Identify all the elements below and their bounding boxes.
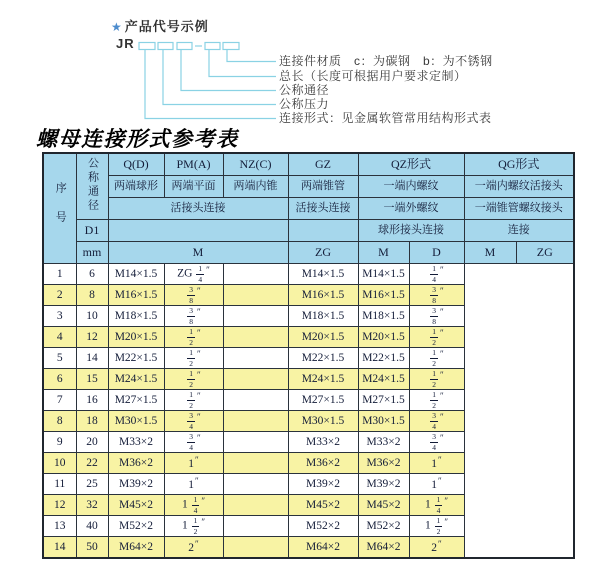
header-row-3: [43, 198, 574, 220]
table-title: 螺母连接形式参考表: [36, 126, 239, 151]
table-row: [43, 390, 574, 411]
cell-qz_d: M20×1.5: [288, 327, 358, 348]
header-qg-m: M: [464, 242, 516, 264]
header-row-4: [43, 220, 574, 242]
cell-no: 12: [43, 495, 76, 516]
header-d1: D1: [76, 220, 108, 242]
cell-qz_m: [223, 516, 288, 537]
header-mm: mm: [76, 242, 108, 264]
cell-qz_m: [223, 306, 288, 327]
cell-gz: [164, 432, 223, 453]
cell-dn: 12: [76, 327, 108, 348]
connector-line-length: [209, 50, 276, 77]
cell-dn: 20: [76, 432, 108, 453]
header-pm: PM(A): [164, 153, 223, 176]
code-box-1: [139, 43, 155, 50]
cell-qg_zg: [409, 327, 464, 348]
header-qg-zg: ZG: [516, 242, 574, 264]
cell-gz: 1 $\frac{1}{2}$ ″: [164, 516, 223, 537]
header-dn: [76, 153, 108, 220]
code-box-4: [205, 43, 220, 50]
cell-qz_d: M45×2: [288, 495, 358, 516]
cell-no: 5: [43, 348, 76, 369]
cell-m: M45×2: [108, 495, 164, 516]
header-qg-desc1: 一端内螺纹活接头: [464, 176, 574, 198]
cell-gz: 1″: [164, 453, 223, 474]
cell-qg_m: M33×2: [358, 432, 409, 453]
label-form: 连接形式：见金属软管常用结构形式表: [279, 111, 492, 125]
connector-line-material: [227, 50, 276, 62]
table-row: [43, 369, 574, 390]
fraction: $\frac{1}{2}$: [432, 390, 436, 410]
connector-line-diameter: [181, 50, 276, 91]
cell-no: 13: [43, 516, 76, 537]
cell-gz: 1 $\frac{1}{4}$ ″: [164, 495, 223, 516]
inch-mark: ″: [438, 454, 442, 465]
cell-no: 10: [43, 453, 76, 474]
header-row-2: [43, 176, 574, 198]
header-row-1: [43, 153, 574, 176]
cell-qg_zg: 2″: [409, 537, 464, 559]
cell-qz_m: [223, 348, 288, 369]
fraction: $\frac{1}{2}$: [189, 369, 193, 389]
cell-qz_d: M52×2: [288, 516, 358, 537]
cell-qg_zg: 1 $\frac{1}{4}$ ″: [409, 495, 464, 516]
cell-qg_zg: [409, 264, 464, 285]
inch-mark: ″: [440, 348, 444, 359]
cell-dn: 22: [76, 453, 108, 474]
header-m: M: [108, 242, 288, 264]
header-nz-desc: 两端内锥: [223, 176, 288, 198]
cell-m: M30×1.5: [108, 411, 164, 432]
cell-qz_m: [223, 369, 288, 390]
cell-qg_m: M39×2: [358, 474, 409, 495]
cell-m: M52×2: [108, 516, 164, 537]
cell-qz_m: [223, 474, 288, 495]
cell-dn: 15: [76, 369, 108, 390]
fraction: $\frac{1}{4}$: [436, 495, 441, 515]
table-row: [43, 432, 574, 453]
inch-mark: ″: [197, 327, 201, 338]
fraction: $\frac{3}{8}$: [432, 285, 436, 305]
inch-mark: ″: [195, 454, 199, 465]
label-length: 总长（长度可根据用户要求定制）: [279, 69, 467, 83]
cell-qg_m: M36×2: [358, 453, 409, 474]
header-zg: ZG: [288, 242, 358, 264]
cell-m: M27×1.5: [108, 390, 164, 411]
cell-qg_m: M22×1.5: [358, 348, 409, 369]
cell-qz_d: M24×1.5: [288, 369, 358, 390]
inch-mark: ″: [440, 390, 444, 401]
inch-mark: ″: [197, 285, 201, 296]
cell-m: M16×1.5: [108, 285, 164, 306]
header-gz-conn: 活接头连接: [288, 198, 358, 220]
code-box-5: [223, 43, 239, 50]
cell-gz: [164, 306, 223, 327]
cell-gz: [164, 411, 223, 432]
cell-gz: [164, 285, 223, 306]
cell-no: 4: [43, 327, 76, 348]
cell-no: 2: [43, 285, 76, 306]
code-box-2: [158, 43, 173, 50]
connector-line-form: [145, 50, 276, 119]
cell-no: 8: [43, 411, 76, 432]
cell-qg_m: M52×2: [358, 516, 409, 537]
table-row: [43, 327, 574, 348]
header-qz-m: M: [358, 242, 409, 264]
cell-qz_d: M30×1.5: [288, 411, 358, 432]
cell-qg_m: M45×2: [358, 495, 409, 516]
cell-qg_m: M16×1.5: [358, 285, 409, 306]
fraction: $\frac{1}{2}$: [432, 327, 436, 347]
cell-qz_m: [223, 411, 288, 432]
cell-qg_m: M14×1.5: [358, 264, 409, 285]
inch-mark: ″: [440, 306, 444, 317]
cell-m: M64×2: [108, 537, 164, 559]
header-qg: QG形式: [464, 153, 574, 176]
fraction: $\frac{1}{4}$: [198, 264, 203, 284]
reference-table: [42, 152, 575, 559]
cell-no: 14: [43, 537, 76, 559]
cell-qg_zg: 1 $\frac{1}{2}$ ″: [409, 516, 464, 537]
header-gz: GZ: [288, 153, 358, 176]
cell-qz_d: M22×1.5: [288, 348, 358, 369]
cell-gz: [164, 390, 223, 411]
label-diameter: 公称通径: [279, 83, 330, 97]
cell-qg_m: M27×1.5: [358, 390, 409, 411]
cell-no: 7: [43, 390, 76, 411]
cell-qz_d: M36×2: [288, 453, 358, 474]
cell-qz_d: M27×1.5: [288, 390, 358, 411]
code-prefix: JR: [116, 36, 135, 51]
cell-m: M22×1.5: [108, 348, 164, 369]
inch-mark: ″: [440, 327, 444, 338]
cell-qz_d: M39×2: [288, 474, 358, 495]
header-q: Q(D): [108, 153, 164, 176]
cell-dn: 50: [76, 537, 108, 559]
cell-dn: 18: [76, 411, 108, 432]
header-dn-text: 公称通径: [86, 156, 99, 213]
cell-m: M18×1.5: [108, 306, 164, 327]
cell-dn: 6: [76, 264, 108, 285]
label-pressure: 公称压力: [279, 97, 330, 111]
cell-dn: 16: [76, 390, 108, 411]
fraction: $\frac{1}{2}$: [436, 516, 441, 536]
fraction: $\frac{3}{4}$: [189, 432, 193, 452]
inch-mark: ″: [195, 475, 199, 486]
inch-mark: ″: [195, 538, 199, 549]
inch-mark: ″: [197, 348, 201, 359]
cell-qz_d: M18×1.5: [288, 306, 358, 327]
cell-no: 11: [43, 474, 76, 495]
cell-gz: ZG $\frac{1}{4}$ ″: [164, 264, 223, 285]
inch-mark: ″: [444, 516, 449, 527]
cell-gz: 2″: [164, 537, 223, 559]
code-box-3: [177, 43, 192, 50]
cell-qg_zg: [409, 390, 464, 411]
table-row: [43, 516, 574, 537]
cell-qg_m: M24×1.5: [358, 369, 409, 390]
fraction: $\frac{1}{4}$: [193, 495, 198, 515]
cell-no: 9: [43, 432, 76, 453]
cell-qz_m: [223, 537, 288, 559]
inch-mark: ″: [440, 264, 444, 275]
cell-gz: [164, 327, 223, 348]
cell-qz_m: [223, 390, 288, 411]
cell-qg_zg: [409, 348, 464, 369]
cell-qg_m: M20×1.5: [358, 327, 409, 348]
header-qg-desc2: 一端锥管螺纹接头: [464, 198, 574, 220]
cell-qz_m: [223, 453, 288, 474]
header-empty-1: [108, 220, 288, 242]
cell-m: M39×2: [108, 474, 164, 495]
table-row: [43, 474, 574, 495]
cell-qg_zg: [409, 432, 464, 453]
cell-qz_m: [223, 327, 288, 348]
cell-qg_zg: [409, 306, 464, 327]
inch-mark: ″: [440, 411, 444, 422]
cell-no: 3: [43, 306, 76, 327]
fraction: $\frac{1}{2}$: [189, 327, 193, 347]
fraction: $\frac{1}{2}$: [189, 390, 193, 410]
table-row: [43, 453, 574, 474]
cell-qg_zg: [409, 369, 464, 390]
cell-dn: 40: [76, 516, 108, 537]
header-qg-conn: 连接: [464, 220, 574, 242]
table-row: [43, 537, 574, 559]
cell-no: 6: [43, 369, 76, 390]
star-icon: ★: [111, 20, 123, 34]
inch-mark: ″: [197, 390, 201, 401]
cell-qg_zg: [409, 285, 464, 306]
header-qz: QZ形式: [358, 153, 464, 176]
cell-dn: 10: [76, 306, 108, 327]
label-material: 连接件材质 c：为碳钢 b：为不锈钢: [279, 54, 493, 68]
header-qz-desc2: 一端外螺纹: [358, 198, 464, 220]
header-qz-d: D: [409, 242, 464, 264]
header-pm-desc: 两端平面: [164, 176, 223, 198]
product-code-diagram: [0, 0, 600, 140]
fraction: $\frac{3}{4}$: [432, 411, 436, 431]
header-no: [43, 153, 76, 264]
table-row: [43, 306, 574, 327]
cell-gz: [164, 369, 223, 390]
table-row: [43, 264, 574, 285]
inch-mark: ″: [206, 264, 210, 275]
fraction: $\frac{1}{2}$: [193, 516, 198, 536]
diagram-title: [111, 16, 209, 35]
cell-no: 1: [43, 264, 76, 285]
cell-qg_m: M64×2: [358, 537, 409, 559]
header-qz-desc1: 一端内螺纹: [358, 176, 464, 198]
cell-qg_zg: 1″: [409, 474, 464, 495]
fraction: $\frac{1}{2}$: [189, 348, 193, 368]
cell-qz_m: [223, 264, 288, 285]
inch-mark: ″: [197, 369, 201, 380]
cell-qz_d: M64×2: [288, 537, 358, 559]
header-row-5: [43, 242, 574, 264]
cell-m: M36×2: [108, 453, 164, 474]
table-header: [43, 153, 574, 264]
table-row: [43, 348, 574, 369]
fraction: $\frac{3}{8}$: [189, 285, 193, 305]
cell-qz_d: M16×1.5: [288, 285, 358, 306]
fraction: $\frac{1}{4}$: [432, 264, 436, 284]
table-row: [43, 411, 574, 432]
cell-gz: 1″: [164, 474, 223, 495]
cell-qz_d: M33×2: [288, 432, 358, 453]
header-gz-desc: 两端锥管: [288, 176, 358, 198]
fraction: $\frac{3}{8}$: [189, 306, 193, 326]
header-no-text: 序号: [54, 182, 67, 241]
header-union-conn: 活接头连接: [108, 198, 288, 220]
header-qz-conn: 球形接头连接: [358, 220, 464, 242]
cell-qz_m: [223, 432, 288, 453]
cell-dn: 8: [76, 285, 108, 306]
cell-gz: [164, 348, 223, 369]
inch-mark: ″: [201, 495, 206, 506]
fraction: $\frac{3}{4}$: [189, 411, 193, 431]
table-body: [43, 264, 574, 559]
inch-mark: ″: [197, 432, 201, 443]
fraction: $\frac{3}{8}$: [432, 306, 436, 326]
cell-qg_zg: 1″: [409, 453, 464, 474]
cell-m: M20×1.5: [108, 327, 164, 348]
fraction: $\frac{3}{4}$: [432, 432, 436, 452]
cell-qz_m: [223, 495, 288, 516]
cell-dn: 32: [76, 495, 108, 516]
cell-qg_zg: [409, 411, 464, 432]
header-q-desc: 两端球形: [108, 176, 164, 198]
table-row: [43, 495, 574, 516]
fraction: $\frac{1}{2}$: [432, 369, 436, 389]
inch-mark: ″: [440, 285, 444, 296]
cell-qz_m: [223, 285, 288, 306]
inch-mark: ″: [197, 306, 201, 317]
inch-mark: ″: [201, 516, 206, 527]
fraction: $\frac{1}{2}$: [432, 348, 436, 368]
inch-mark: ″: [440, 369, 444, 380]
cell-m: M33×2: [108, 432, 164, 453]
header-empty-2: [288, 220, 358, 242]
inch-mark: ″: [197, 411, 201, 422]
cell-dn: 25: [76, 474, 108, 495]
cell-qg_m: M18×1.5: [358, 306, 409, 327]
inch-mark: ″: [438, 475, 442, 486]
header-nz: NZ(C): [223, 153, 288, 176]
cell-m: M24×1.5: [108, 369, 164, 390]
cell-dn: 14: [76, 348, 108, 369]
inch-mark: ″: [444, 495, 449, 506]
table-row: [43, 285, 574, 306]
inch-mark: ″: [438, 538, 442, 549]
cell-qz_d: M14×1.5: [288, 264, 358, 285]
diagram-title-text: 产品代号示例: [124, 19, 209, 34]
cell-m: M14×1.5: [108, 264, 164, 285]
cell-qg_m: M30×1.5: [358, 411, 409, 432]
inch-mark: ″: [440, 432, 444, 443]
